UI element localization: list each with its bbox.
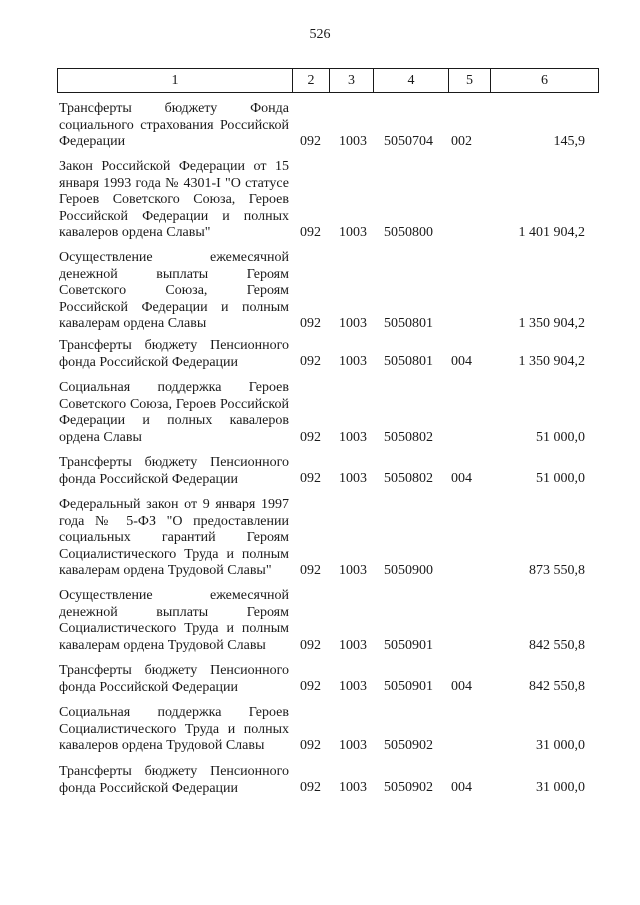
- row-code-ministry: 092: [300, 316, 321, 331]
- row-code-article: 5050802: [384, 430, 433, 445]
- row-amount: 31 000,0: [536, 780, 585, 795]
- row-description: Трансферты бюджету Пенсионного фонда Российской Федерации: [59, 455, 289, 487]
- row-code-article: 5050902: [384, 738, 433, 753]
- column-header-2: 2: [293, 69, 330, 93]
- row-code-article: 5050801: [384, 316, 433, 331]
- row-description: Социальная поддержка Героев Советского Союза, Героев Российской Федерации и полных кавалеров ордена Славы: [59, 380, 289, 445]
- row-description: Трансферты бюджету Пенсионного фонда Российской Федерации: [59, 338, 289, 370]
- row-code-section: 1003: [339, 354, 367, 369]
- column-header-1: 1: [58, 69, 293, 93]
- row-code-article: 5050902: [384, 780, 433, 795]
- row-code-section: 1003: [339, 430, 367, 445]
- row-code-article: 5050704: [384, 134, 433, 149]
- row-code-ministry: 092: [300, 471, 321, 486]
- row-code-article: 5050900: [384, 563, 433, 578]
- column-header-row: [58, 69, 599, 93]
- row-code-ministry: 092: [300, 134, 321, 149]
- row-amount: 145,9: [553, 134, 585, 149]
- row-code-section: 1003: [339, 134, 367, 149]
- row-code-section: 1003: [339, 471, 367, 486]
- row-code-expense-type: 004: [451, 780, 472, 795]
- row-code-section: 1003: [339, 316, 367, 331]
- row-code-section: 1003: [339, 638, 367, 653]
- row-amount: 842 550,8: [529, 638, 585, 653]
- row-description: Закон Российской Федерации от 15 января 1993 года № 4301-I "О статусе Героев Советского Союза, Героев Российской Федерации и полных кавалеров ордена Славы": [59, 159, 289, 240]
- row-amount: 31 000,0: [536, 738, 585, 753]
- row-description: Осуществление ежемесячной денежной выплаты Героям Социалистического Труда и полным кавалерам ордена Трудовой Славы: [59, 588, 289, 653]
- row-code-ministry: 092: [300, 563, 321, 578]
- row-amount: 51 000,0: [536, 471, 585, 486]
- row-code-expense-type: 004: [451, 471, 472, 486]
- row-code-section: 1003: [339, 563, 367, 578]
- row-code-ministry: 092: [300, 638, 321, 653]
- row-code-ministry: 092: [300, 679, 321, 694]
- page-number: 526: [309, 27, 331, 42]
- row-amount: 873 550,8: [529, 563, 585, 578]
- row-code-article: 5050901: [384, 679, 433, 694]
- row-code-ministry: 092: [300, 738, 321, 753]
- column-header-3: 3: [330, 69, 374, 93]
- column-header-table: [57, 68, 599, 93]
- row-description: Трансферты бюджету Пенсионного фонда Российской Федерации: [59, 764, 289, 796]
- row-code-ministry: 092: [300, 225, 321, 240]
- row-code-ministry: 092: [300, 780, 321, 795]
- row-code-ministry: 092: [300, 430, 321, 445]
- row-amount: 1 401 904,2: [518, 225, 585, 240]
- row-code-section: 1003: [339, 225, 367, 240]
- row-description: Трансферты бюджету Пенсионного фонда Российской Федерации: [59, 663, 289, 695]
- row-code-expense-type: 002: [451, 134, 472, 149]
- column-header-4: 4: [374, 69, 449, 93]
- row-code-article: 5050801: [384, 354, 433, 369]
- row-code-article: 5050802: [384, 471, 433, 486]
- row-code-section: 1003: [339, 679, 367, 694]
- row-amount: 1 350 904,2: [518, 316, 585, 331]
- row-code-expense-type: 004: [451, 679, 472, 694]
- row-code-section: 1003: [339, 738, 367, 753]
- row-code-ministry: 092: [300, 354, 321, 369]
- row-code-article: 5050901: [384, 638, 433, 653]
- row-code-section: 1003: [339, 780, 367, 795]
- row-code-expense-type: 004: [451, 354, 472, 369]
- row-description: Осуществление ежемесячной денежной выплаты Героям Советского Союза, Героям Российской Федерации и полным кавалерам ордена Славы: [59, 250, 289, 331]
- row-amount: 1 350 904,2: [518, 354, 585, 369]
- row-amount: 842 550,8: [529, 679, 585, 694]
- row-description: Социальная поддержка Героев Социалистического Труда и полных кавалеров ордена Трудовой Славы: [59, 705, 289, 753]
- row-amount: 51 000,0: [536, 430, 585, 445]
- row-description: Федеральный закон от 9 января 1997 года № 5-ФЗ "О предоставлении социальных гарантий Героям Социалистического Труда и полным кавалерам ордена Трудовой Славы": [59, 497, 289, 578]
- row-description: Трансферты бюджету Фонда социального страхования Российской Федерации: [59, 101, 289, 149]
- row-code-article: 5050800: [384, 225, 433, 240]
- column-header-6: 6: [491, 69, 599, 93]
- column-header-5: 5: [449, 69, 491, 93]
